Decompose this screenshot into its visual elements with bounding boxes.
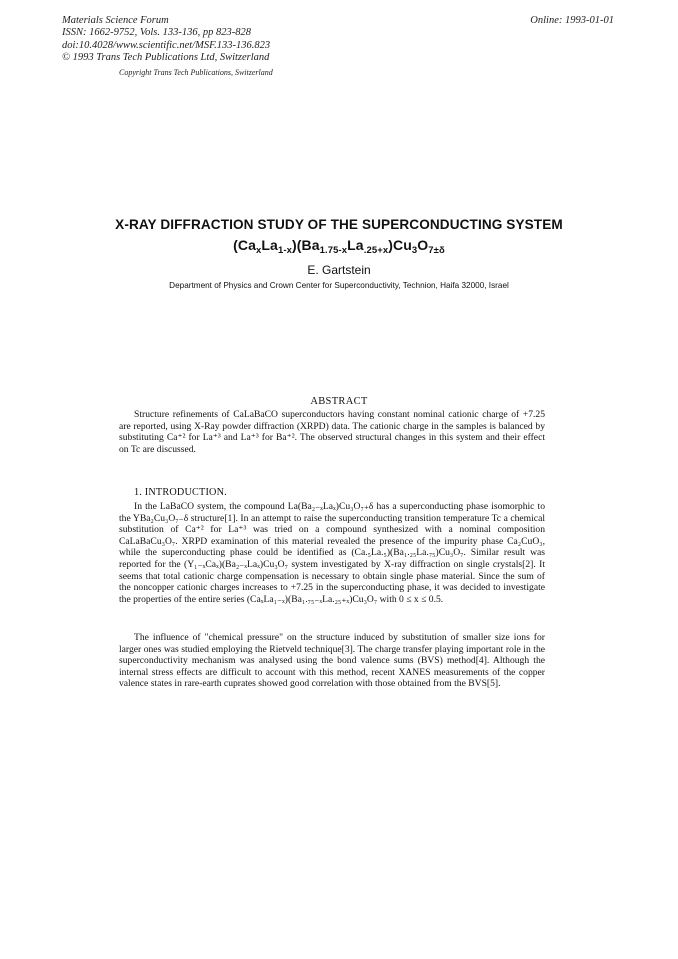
introduction-paragraph-2 [119, 632, 545, 690]
doi-line[interactable]: doi:10.4028/www.scientific.net/MSF.133-136.823 [62, 39, 271, 51]
abstract-body [119, 409, 545, 455]
abstract-text: Structure refinements of CaLaBaCO superconductors having constant nominal cationic charge of +7.25 are reported, using X-Ray powder diffraction (XRPD) data. The cationic charge in the samples is balanced by substituting Ca⁺² for La⁺³ and La⁺³ for Ba⁺². The observed structural changes in this system and their effect on Tc are discussed. [119, 409, 545, 455]
title-line-1: X-RAY DIFFRACTION STUDY OF THE SUPERCONDUCTING SYSTEM [115, 217, 563, 232]
paragraph-text: In the LaBaCO system, the compound La(Ba₂₋ₓLaₓ)Cu₃O₇₊δ has a superconducting phase isomorphic to the YBa₂Cu₃O₇₋δ structure[1]. In an attempt to raise the superconducting transition temperature Tc a chemical substitution of Ca⁺² for La⁺³ was tried on a compound synthesized with a nominal composition CaLaBaCu₃O₇. XRPD examination of this material revealed the presence of the impurity phase Ca₂CuO₃, while the superconducting phase could be identified as (Ca.₅La.₅)(Ba₁.₂₅La.₇₅)Cu₃O₇. Similar result was reported for the (Y₁₋ₓCaₓ)(Ba₂₋ₓLaₓ)Cu₃O₇ system investigated by X-ray diffraction on single crystals[2]. It seems that total cationic charge compensation is necessary to obtain single phase material. Since the sum of the noncopper cationic charges increases to +7.25 in the superconducting phase, it was decided to investigate the properties of the entire series (CaₓLa₁₋ₓ)(Ba₁.₇₅₋ₓLa.₂₅₊ₓ)Cu₃O₇ with 0 ≤ x ≤ 0.5. [119, 501, 545, 605]
citation-header [62, 15, 382, 64]
online-date: Online: 1993-01-01 [530, 15, 614, 26]
author-name: E. Gartstein [307, 263, 371, 277]
copyright-line: © 1993 Trans Tech Publications Ltd, Switzerland [62, 51, 270, 63]
copyright-notice: Copyright Trans Tech Publications, Switzerland [119, 68, 273, 77]
paragraph-text: The influence of "chemical pressure" on the structure induced by substitution of smaller size ions for larger ones was studied employing the Rietveld technique[3]. The charge transfer playing important role in the superconductivity mechanism was analysed using the bond valence sums (BVS) method[4]. Although the internal stress effects are difficult to account with this method, recent XANES measurements of the copper valence states in rare-earth cuprates showed good correlation with those obtained from the BVS[5]. [119, 632, 545, 690]
author-affiliation: Department of Physics and Crown Center for Superconductivity, Technion, Haifa 32000, Israel [169, 281, 509, 290]
introduction-paragraph-1 [119, 501, 545, 605]
title-formula: $(Ca_xLa_{1-x})(Ba_{1.75-x}La_{.25+x})Cu_3O_{7\pm\delta}$ [233, 237, 445, 256]
abstract-heading: ABSTRACT [310, 396, 368, 407]
section-heading-introduction: 1. INTRODUCTION. [134, 487, 227, 498]
journal-name: Materials Science Forum [62, 15, 169, 26]
issn-line: ISSN: 1662-9752, Vols. 133-136, pp 823-828 [62, 27, 251, 39]
paper-title [0, 217, 678, 256]
